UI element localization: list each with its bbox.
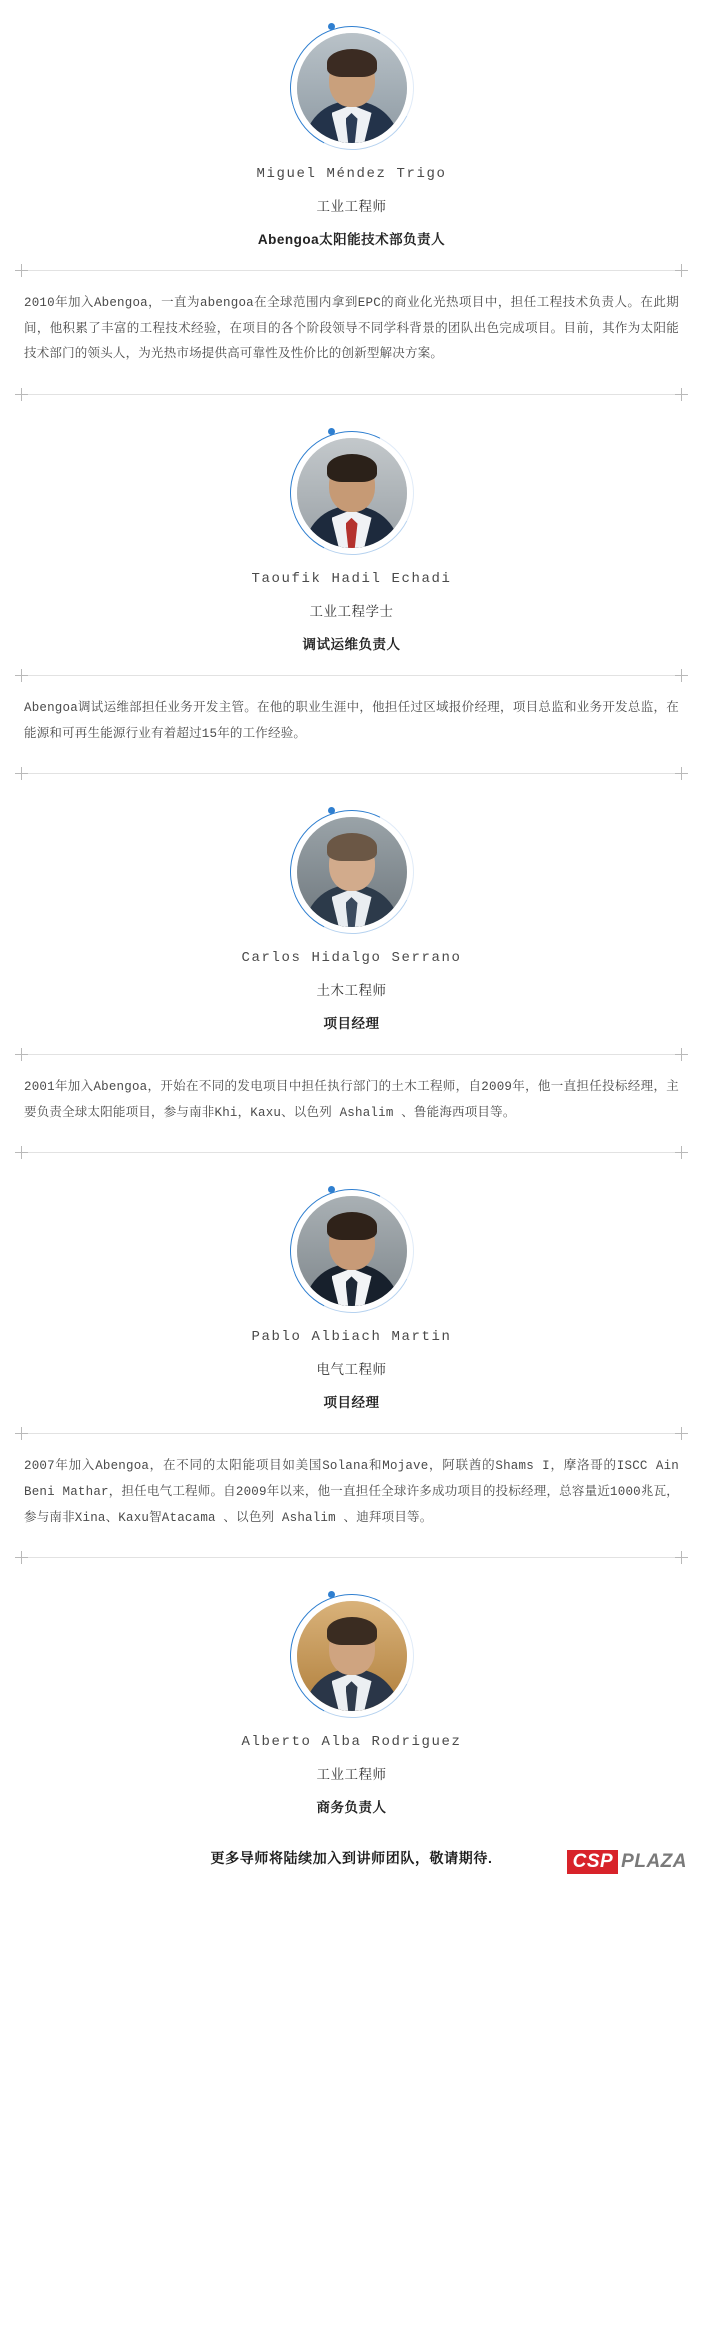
section-divider [0, 773, 703, 774]
section-divider [0, 394, 703, 395]
section-divider [0, 270, 703, 271]
cross-icon [15, 1551, 28, 1564]
person-card [0, 1163, 703, 1568]
avatar [290, 1594, 414, 1718]
cross-icon [675, 264, 688, 277]
person-description: Abengoa调试运维部担任业务开发主管。在他的职业生涯中，他担任过区域报价经理，项目总监和业务开发总监，在能源和可再生能源行业有着超过15年的工作经验。 [24, 700, 679, 741]
avatar [290, 1189, 414, 1313]
section-divider [0, 1557, 703, 1558]
portrait-photo [297, 1601, 407, 1711]
divider-line [22, 675, 681, 676]
person-role: 土木工程师 [316, 983, 387, 999]
person-role: 工业工程学士 [309, 603, 394, 619]
avatar-dot-icon [328, 1186, 335, 1193]
person-name: Miguel Méndez Trigo [256, 166, 447, 182]
photo-hair [327, 49, 377, 77]
divider-line [22, 1557, 681, 1558]
avatar [290, 26, 414, 150]
portrait-photo [297, 33, 407, 143]
cross-icon [675, 1551, 688, 1564]
divider-line [22, 270, 681, 271]
photo-hair [327, 833, 377, 861]
person-title: 项目经理 [323, 1395, 380, 1411]
cross-icon [15, 1146, 28, 1159]
section-divider [0, 1152, 703, 1153]
person-name: Carlos Hidalgo Serrano [241, 950, 462, 967]
avatar-dot-icon [328, 807, 335, 814]
avatar [290, 431, 414, 555]
cross-icon [15, 767, 28, 780]
photo-hair [327, 1212, 377, 1240]
person-description: 2010年加入Abengoa，一直为abengoa在全球范围内拿到EPC的商业化光热项目中，担任工程技术负责人。在此期间，他积累了丰富的工程技术经验，在项目的各个阶段领导不同学科背景的团队出色完成项目。目前，其作为太阳能技术部门的领头人，为光热市场提供高可靠性及性价比的创新型解决方案。 [24, 296, 679, 362]
cross-icon [15, 264, 28, 277]
avatar-dot-icon [328, 23, 335, 30]
portrait-photo [297, 438, 407, 548]
person-card [0, 784, 703, 1163]
divider-line [22, 1152, 681, 1153]
person-title: 调试运维负责人 [302, 636, 401, 652]
photo-hair [327, 1617, 377, 1645]
avatar [290, 810, 414, 934]
person-description: 2001年加入Abengoa，开始在不同的发电项目中担任执行部门的土木工程师，自2009年，他一直担任投标经理，主要负责全球太阳能项目，参与南非Khi，Kaxu、以色列 Ashalim 、鲁能海西项目等。 [24, 1080, 679, 1120]
photo-hair [327, 454, 377, 482]
person-title: 项目经理 [323, 1016, 380, 1032]
person-title: Abengoa太阳能技术部负责人 [257, 232, 446, 247]
avatar-dot-icon [328, 428, 335, 435]
person-role: 工业工程师 [316, 1767, 387, 1783]
portrait-photo [297, 817, 407, 927]
divider-line [22, 773, 681, 774]
person-name: Alberto Alba Rodriguez [241, 1734, 462, 1751]
portrait-photo [297, 1196, 407, 1306]
cross-icon [675, 388, 688, 401]
footer [0, 1826, 703, 1884]
person-card [0, 405, 703, 784]
section-divider [0, 1433, 703, 1434]
logo-primary: CSP [567, 1850, 619, 1874]
person-title: 商务负责人 [316, 1800, 387, 1816]
avatar-dot-icon [328, 1591, 335, 1598]
person-name: Taoufik Hadil Echadi [251, 570, 452, 587]
person-name: Pablo Albiach Martin [251, 1329, 452, 1346]
person-card [0, 1568, 703, 1826]
cross-icon [675, 1427, 688, 1440]
divider-line [22, 1054, 681, 1055]
section-divider [0, 675, 703, 676]
person-card [0, 0, 703, 405]
divider-line [22, 394, 681, 395]
section-divider [0, 1054, 703, 1055]
logo-secondary: PLAZA [621, 1851, 687, 1873]
cross-icon [15, 1427, 28, 1440]
cross-icon [675, 1048, 688, 1061]
person-role: 电气工程师 [316, 1362, 387, 1378]
cross-icon [675, 1146, 688, 1159]
person-description: 2007年加入Abengoa，在不同的太阳能项目如美国Solana和Mojave，阿联酋的Shams I，摩洛哥的ISCC Ain Beni Mathar，担任电气工程师。自2009年以来，他一直担任全球许多成功项目的投标经理，总容量近1000兆瓦，参与南非Xina、Kaxu智Atacama 、以色列 Ashalim 、迪拜项目等。 [24, 1459, 679, 1525]
cross-icon [15, 669, 28, 682]
cross-icon [675, 767, 688, 780]
cross-icon [15, 388, 28, 401]
csp-plaza-logo [567, 1850, 687, 1874]
footer-note: 更多导师将陆续加入到讲师团队，敬请期待. [210, 1850, 493, 1867]
divider-line [22, 1433, 681, 1434]
cross-icon [675, 669, 688, 682]
cross-icon [15, 1048, 28, 1061]
person-role: 工业工程师 [316, 199, 387, 214]
